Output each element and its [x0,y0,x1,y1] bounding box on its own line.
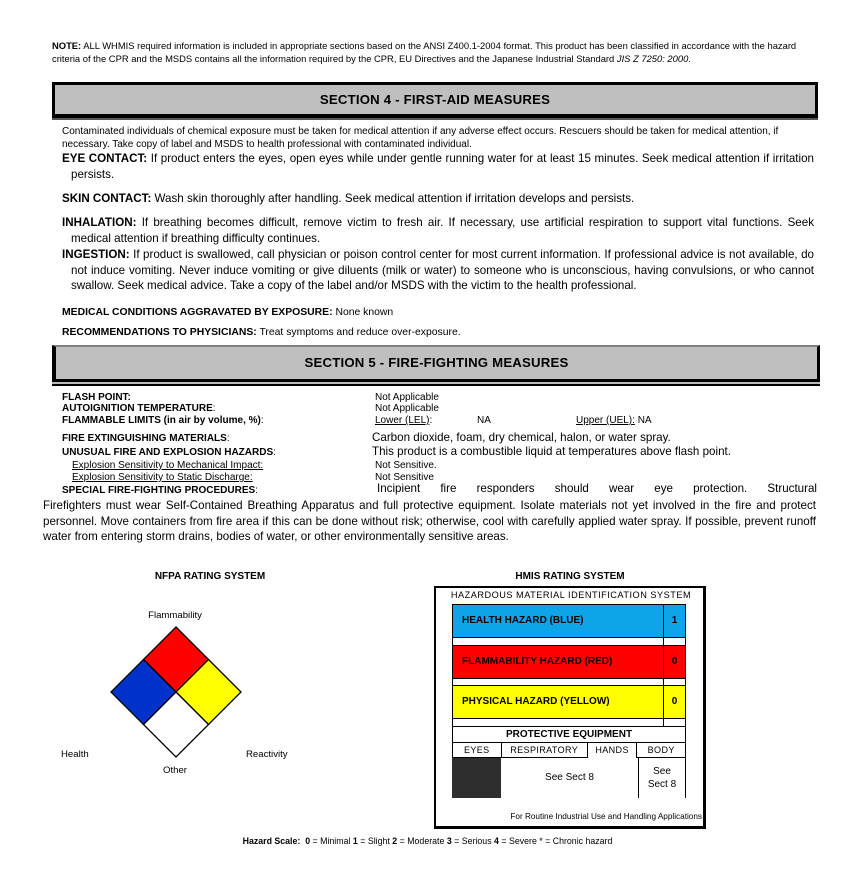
protective-equipment-columns [452,742,686,758]
recommendations-label: RECOMMENDATIONS TO PHYSICIANS: [62,327,257,338]
hmis-flammability-label: FLAMMABILITY HAZARD (RED) [453,646,664,678]
hmis-flammability-value: 0 [671,656,678,667]
pe-eyes-swatch [452,758,501,798]
pe-body-value-line1: See [653,766,671,777]
pe-body-value [638,758,686,798]
nfpa-health-label: Health [61,749,89,760]
hmis-flammability-bar [452,645,686,679]
nfpa-other-label: Other [163,765,187,776]
note-text: ALL WHMIS required information is included in appropriate sections based on the ANSI Z400.1-2004 format. This product has been classified in accordance with the hazard criteria of the CPR and the MSDS contains all the information required by the CPR, EU Directives and the Japanese Industrial Standard [52,40,797,64]
unusual-hazards-value: This product is a combustible liquid at temperatures above flash point. [372,445,731,458]
pe-hands-header: HANDS [588,742,638,758]
ingestion-text: If product is swallowed, call physician or poison control center for most current information. If professional advice is not available, do not induce vomiting. Never induce vomiting or give diluents (milk or water) to someone who is unconscious, having convulsions, or who cannot swallow. Seek medical advice. Take a copy of the label and/or MSDS with the victim to the health professional. [71,248,814,292]
upper-limit [576,415,652,427]
flammable-limits-label: FLAMMABLE LIMITS (in air by volume, %) [62,415,261,426]
eye-contact-label: EYE CONTACT: [62,152,148,165]
section-5-title: SECTION 5 - FIRE-FIGHTING MEASURES [304,355,569,370]
upper-limit-label: Upper (UEL): [576,415,635,426]
note-end: . [688,52,691,64]
static-discharge-value: Not Sensitive [375,472,434,483]
ingestion [62,247,814,294]
hazard-scale [0,836,855,846]
nfpa-flammability-label: Flammability [148,610,202,621]
scale-text: = Moderate [397,836,447,846]
first-aid-intro: Contaminated individuals of chemical exposure must be taken for medical attention if any adverse effect occurs. Rescuers should be taken for medical attention, if necessary. Take copy of label and MSDS to health professional with contaminated individual. [62,126,779,150]
pe-respiratory-value: See Sect 8 [545,772,594,783]
unusual-hazards-label: UNUSUAL FIRE AND EXPLOSION HAZARDS [62,447,274,458]
inhalation [62,215,814,246]
scale-num: 2 [392,836,398,846]
hmis-health-value: 1 [671,615,678,626]
lower-limit-colon: : [429,415,433,426]
unusual-hazards-colon: : [273,447,276,458]
hmis-physical-bar [452,685,686,719]
scale-text: = Slight [357,836,393,846]
hmis-gap [452,638,686,645]
pe-body-value-line2: Sect 8 [647,779,677,790]
pe-eyes-header: EYES [453,742,502,758]
scale-num: 0 [305,836,311,846]
protective-equipment-title: PROTECTIVE EQUIPMENT [452,726,686,743]
section-4-header [52,82,818,118]
extinguishing-label: FIRE EXTINGUISHING MATERIALS [62,433,227,444]
skin-contact-text: Wash skin thoroughly after handling. Seek medical attention if irritation develops and persists. [154,192,635,205]
extinguishing-value: Carbon dioxide, foam, dry chemical, halon, or water spray. [372,431,671,444]
skin-contact [62,191,814,207]
section-5-header [52,345,820,382]
skin-contact-label: SKIN CONTACT: [62,192,152,205]
medical-conditions-text: None known [335,307,394,318]
pe-body-header: BODY [637,742,685,758]
special-procedures-label: SPECIAL FIRE-FIGHTING PROCEDURES [62,485,256,496]
autoignition-value: Not Applicable [375,403,439,414]
hmis-gap [452,719,686,726]
nfpa-diamond [105,622,247,764]
autoignition-label: AUTOIGNITION TEMPERATURE [62,403,213,414]
autoignition [62,403,216,415]
scale-chronic: * = Chronic hazard [539,836,613,846]
upper-limit-value: NA [637,415,652,426]
hmis-health-label: HEALTH HAZARD (BLUE) [453,605,664,637]
recommendations-text: Treat symptoms and reduce over-exposure. [259,327,461,338]
special-procedures-text: Firefighters must wear Self-Contained Breathing Apparatus and full protective equipment. Isolate materials not yet involved in the fire and protect personnel. Move containers from fire area if this can be done without risk; otherwise, cool with carefully applied water spray. If possible, prevent runoff water from entering storm drains, bodies of water, or other environmentally sensitive areas. [43,499,816,543]
special-procedures [62,485,258,497]
section-4-title: SECTION 4 - FIRST-AID MEASURES [319,92,551,107]
hmis-title: HMIS RATING SYSTEM [515,571,625,582]
note-standard: JIS Z 7250: 2000 [616,52,689,64]
special-procedures-first: Incipient fire responders should wear eye protection. Structural [377,482,817,495]
inhalation-text: If breathing becomes difficult, remove victim to fresh air. If necessary, use artificial respiration to support vital functions. Seek medical attention if breathing difficulty continues. [71,216,814,245]
scale-num: 3 [446,836,452,846]
scale-num: 1 [352,836,358,846]
ingestion-label: INGESTION: [62,248,130,261]
lower-limit-label: Lower (LEL) [375,415,430,426]
hmis-physical-value: 0 [671,696,678,707]
scale-num: 4 [494,836,499,846]
whmis-note [52,40,822,65]
eye-contact-text: If product enters the eyes, open eyes while under gentle running water for at least 15 minutes. Seek medical attention if irritation persists. [71,152,814,181]
pe-respiratory-header: RESPIRATORY [502,742,588,758]
hmis-footer: For Routine Industrial Use and Handling Applications [510,812,702,821]
autoignition-colon: : [212,403,216,414]
hmis-health-bar [452,604,686,638]
hmis-subtitle: HAZARDOUS MATERIAL IDENTIFICATION SYSTEM [450,590,692,600]
lower-limit [375,415,432,427]
lower-limit-value: NA [477,415,491,426]
inhalation-label: INHALATION: [62,216,137,229]
hmis-physical-label: PHYSICAL HAZARD (YELLOW) [453,686,664,718]
hazard-scale-label: Hazard Scale: [242,836,301,846]
medical-conditions [62,307,393,319]
recommendations [62,327,461,339]
flammable-limits-colon: : [260,415,264,426]
mechanical-impact-label: Explosion Sensitivity to Mechanical Impact: [72,460,264,471]
nfpa-title: NFPA RATING SYSTEM [154,571,266,582]
protective-equipment-values [452,758,686,798]
scale-text: = Minimal [310,836,353,846]
special-procedures-colon: : [255,485,258,496]
flammable-limits [62,415,264,427]
note-label: NOTE: [52,40,82,51]
eye-contact [62,151,814,182]
scale-text: = Severe [498,836,540,846]
scale-text: = Serious [451,836,495,846]
medical-conditions-label: MEDICAL CONDITIONS AGGRAVATED BY EXPOSURE: [62,307,333,318]
extinguishing-colon: : [226,433,230,444]
mechanical-impact-value: Not Sensitive. [375,460,437,471]
extinguishing [62,433,230,445]
unusual-hazards [62,447,276,459]
flash-point-value: Not Applicable [375,392,439,403]
static-discharge-label: Explosion Sensitivity to Static Discharge: [72,472,253,483]
flash-point-label: FLASH POINT: [62,392,131,403]
nfpa-reactivity-label: Reactivity [246,749,288,760]
